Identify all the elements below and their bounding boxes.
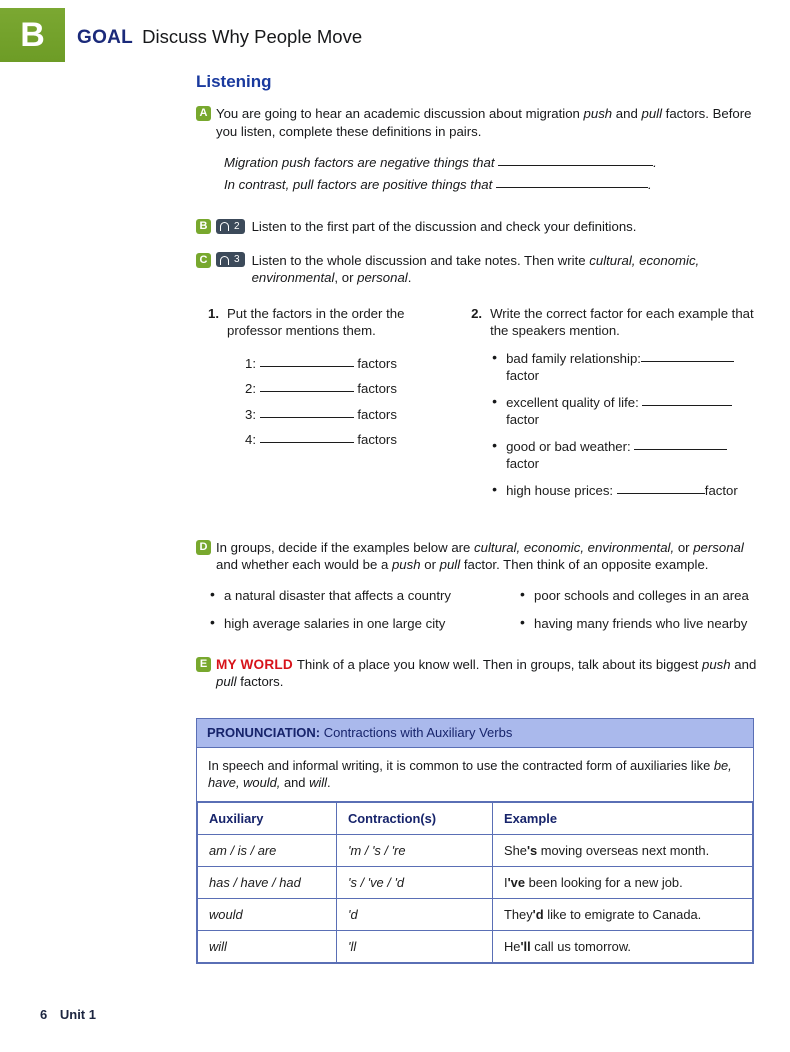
exercise-e-italic-2: pull — [216, 674, 237, 689]
task-1-blank-label-4: 4: — [245, 432, 256, 447]
definition-2-text: In contrast, pull factors are positive things that — [224, 177, 493, 192]
list-item — [490, 482, 760, 499]
exercise-c-text-2: , or — [334, 270, 358, 285]
audio-track-number-b: 2 — [234, 220, 240, 232]
cell-auxiliary: will — [198, 930, 337, 962]
exercise-c-badge-group — [196, 252, 252, 268]
task-2-item-label-1: bad family relationship: — [506, 350, 641, 366]
page-number: 6 — [40, 1007, 48, 1022]
task-2-blank-1[interactable] — [641, 350, 734, 362]
table-row — [198, 930, 753, 962]
exercise-c-text-3: . — [407, 270, 412, 285]
task-1-blank-row — [245, 402, 459, 428]
unit-label: Unit 1 — [59, 1007, 96, 1022]
task-1-blank-2[interactable] — [260, 380, 354, 392]
example-pre: He — [504, 938, 521, 954]
exercise-d-italic-1: cultural, economic, environmental, — [474, 539, 675, 555]
exercise-d-text-3: and whether each would be a — [216, 557, 392, 572]
exercise-d-italic-3: push — [391, 557, 421, 572]
task-2-number: 2. — [471, 305, 483, 321]
exercise-letter-a: A — [196, 106, 211, 121]
task-1-blank-row — [245, 351, 459, 377]
cell-contraction: 'm / 's / 're — [337, 834, 493, 866]
example-bold: 'll — [520, 938, 531, 954]
exercise-c — [196, 252, 760, 287]
exercise-letter-b: B — [196, 219, 211, 234]
task-1-blank-1[interactable] — [260, 355, 354, 367]
exercise-d-italic-4: pull — [439, 557, 461, 572]
exercise-a — [196, 105, 760, 140]
table-header-row — [198, 802, 753, 834]
table-row — [198, 866, 753, 898]
task-1-number: 1. — [208, 305, 219, 321]
cell-contraction: 'd — [337, 898, 493, 930]
exercise-d-text-1: In groups, decide if the examples below are — [216, 539, 475, 555]
task-2-prompt: Write the correct factor for each example that the speakers mention. — [490, 305, 754, 338]
exercise-b-body: Listen to the first part of the discussion and check your definitions. — [251, 219, 637, 234]
column-header-example: Example — [493, 802, 753, 834]
definition-1-blank[interactable] — [498, 154, 653, 166]
task-2-blank-2[interactable] — [642, 394, 732, 406]
list-item: • having many friends who live nearby — [518, 615, 760, 632]
headphones-icon — [219, 255, 230, 265]
example-bold: 's — [526, 842, 538, 858]
pronunciation-intro-2: and — [280, 774, 310, 790]
example-bold: 'd — [532, 906, 544, 922]
cell-example — [493, 898, 753, 930]
task-2-item-label-4: high house prices: — [506, 482, 614, 498]
task-2-item-suffix-1: factor — [506, 367, 540, 383]
task-1-blanks — [245, 351, 459, 453]
exercise-e-text-3: factors. — [236, 674, 284, 689]
task-columns — [208, 305, 760, 509]
task-2-items — [490, 350, 760, 499]
exercise-letter-c: C — [196, 253, 211, 268]
pronunciation-table — [197, 802, 753, 963]
list-item: • a natural disaster that affects a country — [208, 587, 508, 604]
cell-auxiliary: would — [198, 898, 337, 930]
definition-line-1 — [224, 152, 760, 174]
exercise-letter-e: E — [196, 657, 211, 672]
task-2-content — [490, 305, 760, 509]
task-1-prompt: Put the factors in the order the professor mentions them. — [227, 305, 405, 338]
example-bold: 've — [507, 874, 525, 890]
definition-1-end: . — [653, 155, 657, 170]
pronunciation-intro-italic-2: will — [309, 774, 327, 790]
exercise-letter-d: D — [196, 540, 211, 555]
cell-example — [493, 930, 753, 962]
exercise-d-text-5: factor. Then think of an opposite example. — [460, 557, 709, 572]
task-1-blank-suffix-3: factors — [357, 406, 397, 422]
task-2-blank-3[interactable] — [634, 438, 727, 450]
task-1-blank-label-1: 1: — [245, 355, 256, 371]
example-pre: They — [504, 906, 533, 922]
exercise-a-body — [216, 105, 760, 140]
task-1-blank-row — [245, 427, 459, 453]
exercise-b — [196, 218, 760, 236]
exercise-e-text-2: and — [730, 656, 757, 672]
example-post: like to emigrate to Canada. — [543, 906, 702, 922]
audio-track-number-c: 3 — [234, 254, 240, 265]
definition-2-end: . — [647, 177, 652, 192]
section-heading-listening: Listening — [196, 72, 272, 91]
task-2-item-suffix-3: factor — [506, 455, 540, 471]
exercise-d-examples-right — [518, 587, 760, 643]
goal-title: Discuss Why People Move — [142, 26, 363, 47]
example-post: been looking for a new job. — [525, 874, 683, 890]
task-2-item-label-2: excellent quality of life: — [506, 394, 639, 410]
list-item — [490, 350, 760, 384]
task-1-content — [227, 305, 459, 453]
pronunciation-title-bold: PRONUNCIATION: — [207, 724, 321, 740]
cell-contraction: 'll — [337, 930, 493, 962]
list-item — [490, 394, 760, 428]
example-post: call us tomorrow. — [530, 938, 632, 954]
goal-label: GOAL — [77, 27, 134, 48]
task-1 — [208, 305, 459, 509]
exercise-c-text-1: Listen to the whole discussion and take notes. Then write — [251, 252, 590, 268]
exercise-a-italic-1: push — [583, 106, 613, 121]
definition-2-blank[interactable] — [496, 176, 648, 188]
exercise-e-text-1: Think of a place you know well. Then in groups, talk about its biggest — [296, 656, 703, 672]
exercise-e-italic-1: push — [702, 656, 731, 672]
exercise-d-examples-left — [208, 587, 508, 643]
goal-heading — [77, 26, 362, 49]
task-2-blank-4[interactable] — [617, 482, 705, 494]
example-pre: She — [504, 842, 527, 858]
headphones-icon — [219, 221, 230, 231]
cell-contraction: 's / 've / 'd — [337, 866, 493, 898]
task-2-item-label-3: good or bad weather: — [506, 438, 631, 454]
page-footer — [40, 1007, 96, 1022]
exercise-d-body — [216, 539, 760, 574]
task-1-blank-suffix-4: factors — [357, 432, 397, 447]
example-post: moving overseas next month. — [537, 842, 710, 858]
unit-letter-badge: B — [0, 8, 65, 62]
exercise-c-italic-2: personal — [357, 270, 408, 285]
task-1-blank-suffix-1: factors — [357, 355, 397, 371]
exercise-d-italic-2: personal — [693, 539, 744, 555]
definition-1-text: Migration push factors are negative things that — [224, 155, 495, 170]
table-row — [198, 898, 753, 930]
list-item: • high average salaries in one large city — [208, 615, 508, 632]
exercise-a-text-2: and — [612, 106, 642, 121]
exercise-b-badge-group — [196, 218, 252, 234]
exercise-e-body — [216, 656, 760, 691]
column-header-contraction: Contraction(s) — [337, 802, 493, 834]
exercise-c-body — [252, 252, 760, 287]
task-1-blank-4[interactable] — [260, 431, 354, 443]
cell-auxiliary: has / have / had — [198, 866, 337, 898]
pronunciation-intro-3: . — [326, 774, 331, 790]
cell-auxiliary: am / is / are — [198, 834, 337, 866]
task-2-item-suffix-4: factor — [704, 482, 738, 498]
example-pre: I — [504, 874, 508, 890]
lesson-content — [196, 72, 760, 964]
task-1-blank-3[interactable] — [260, 406, 354, 418]
pronunciation-intro-italic: be, have, would, — [208, 757, 732, 790]
table-row — [198, 834, 753, 866]
column-header-auxiliary: Auxiliary — [198, 802, 337, 834]
exercise-a-text-1: You are going to hear an academic discussion about migration — [216, 106, 584, 121]
exercise-d-text-2: or — [674, 539, 694, 555]
my-world-label: MY WORLD — [216, 656, 293, 672]
exercise-a-text-3: factors. Before you listen, complete these definitions in pairs. — [216, 106, 752, 139]
list-item — [490, 438, 760, 472]
exercise-a-italic-2: pull — [641, 106, 663, 121]
cell-example — [493, 834, 753, 866]
task-1-blank-suffix-2: factors — [357, 381, 397, 396]
task-1-blank-row — [245, 376, 459, 402]
cell-example — [493, 866, 753, 898]
pronunciation-title-rest: Contractions with Auxiliary Verbs — [320, 724, 513, 740]
exercise-c-italic-1: cultural, economic, environmental — [251, 252, 700, 285]
pronunciation-intro — [197, 748, 753, 802]
pronunciation-header — [197, 719, 753, 748]
pronunciation-box — [196, 718, 754, 964]
exercise-d-examples — [208, 585, 760, 643]
audio-track-chip-c[interactable] — [216, 252, 245, 267]
definition-lines — [224, 152, 760, 196]
exercise-d — [196, 539, 760, 574]
task-1-blank-label-3: 3: — [245, 406, 256, 422]
exercise-e — [196, 656, 760, 691]
exercise-d-text-4: or — [420, 557, 440, 572]
audio-track-chip-b[interactable] — [216, 219, 245, 234]
pronunciation-intro-1: In speech and informal writing, it is common to use the contracted form of auxiliaries like — [208, 757, 714, 773]
task-2 — [471, 305, 760, 509]
definition-line-2 — [224, 174, 760, 196]
task-1-blank-label-2: 2: — [245, 381, 256, 396]
list-item: • poor schools and colleges in an area — [518, 587, 760, 604]
task-2-item-suffix-2: factor — [506, 411, 540, 427]
